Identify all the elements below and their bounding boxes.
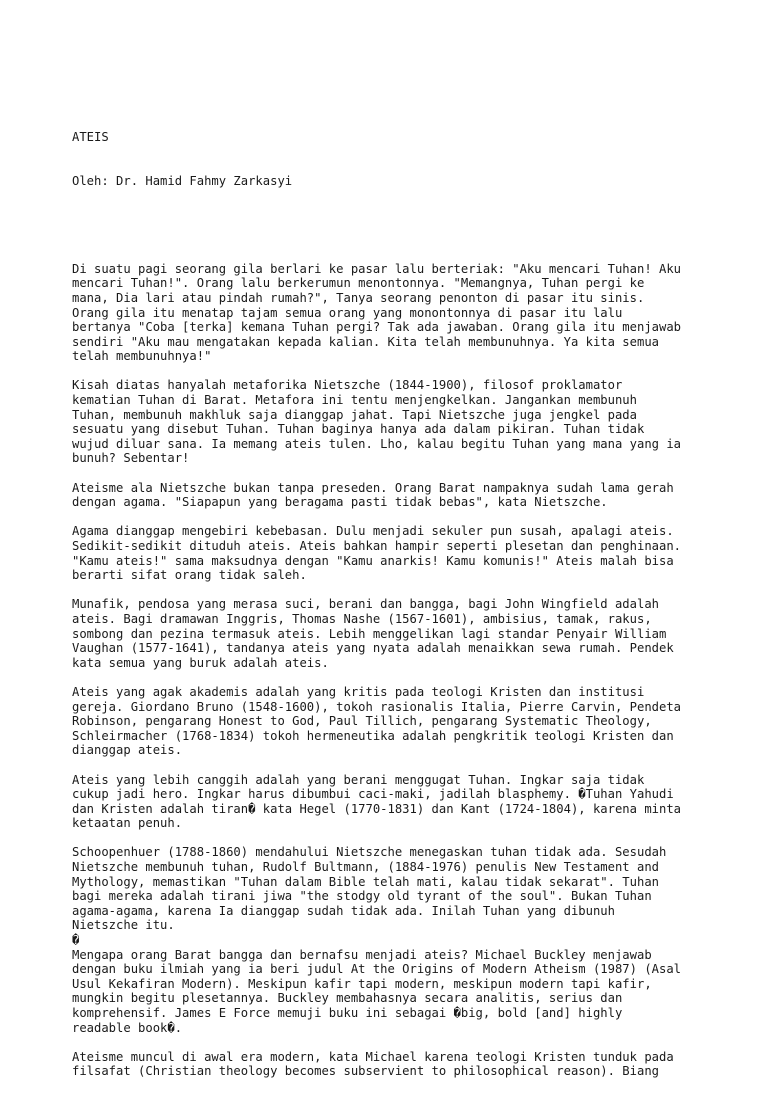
text-line: kematian Tuhan di Barat. Metafora ini tentu menjengkelkan. Jangankan membunuh: [72, 393, 637, 408]
paragraph: [72, 378, 712, 466]
text-line: telah membunuhnya!": [72, 349, 212, 364]
text-line: cukup jadi hero. Ingkar harus dibumbui caci-maki, jadilah blasphemy. �Tuhan Yahudi: [72, 787, 674, 802]
text-line: agama-agama, karena Ia dianggap sudah tidak ada. Inilah Tuhan yang dibunuh: [72, 903, 615, 918]
text-line: ateis. Bagi dramawan Inggris, Thomas Nashe (1567-1601), ambisius, tamak, rakus,: [72, 611, 652, 626]
text-line: Ateis yang agak akademis adalah yang kritis pada teologi Kristen dan institusi: [72, 684, 645, 699]
text-line: dengan agama. "Siapapun yang beragama pasti tidak bebas", kata Nietszche.: [72, 495, 608, 510]
text-line: dianggap ateis.: [72, 743, 183, 758]
text-line: Nietszche itu.: [72, 918, 175, 933]
paragraph: [72, 773, 712, 831]
text-line: Kisah diatas hanyalah metaforika Nietszche (1844-1900), filosof proklamator: [72, 378, 623, 393]
paragraph: [72, 262, 712, 364]
text-line: Mythology, memastikan "Tuhan dalam Bible telah mati, kalau tidak sekarat". Tuhan: [72, 874, 659, 889]
text-line: Mengapa orang Barat bangga dan bernafsu menjadi ateis? Michael Buckley menjawab: [72, 947, 652, 962]
text-line: Nietszche membunuh tuhan, Rudolf Bultmann, (1884-1976) penulis New Testament and: [72, 860, 659, 875]
text-line: mencari Tuhan!". Orang lalu berkerumun menontonnya. "Memangnya, Tuhan pergi ke: [72, 276, 645, 291]
document-byline: Oleh: Dr. Hamid Fahmy Zarkasyi: [72, 174, 293, 189]
document-body: [72, 262, 712, 1079]
text-line: kata semua yang buruk adalah ateis.: [72, 655, 329, 670]
text-line: Agama dianggap mengebiri kebebasan. Dulu menjadi sekuler pun susah, apalagi ateis.: [72, 524, 674, 539]
text-line: komprehensif. James E Force memuji buku ini sebagai �big, bold [and] highly: [72, 1006, 623, 1020]
text-line: Robinson, pengarang Honest to God, Paul Tillich, pengarang Systematic Theology,: [72, 714, 652, 729]
paragraph: [72, 948, 712, 1036]
text-line: ketaatan penuh.: [72, 816, 183, 831]
text-line: Usul Kekafiran Modern). Meskipun kafir tapi modern, meskipun modern tapi kafir,: [72, 976, 652, 991]
document-title: ATEIS: [72, 130, 109, 145]
paragraph: [72, 597, 712, 670]
text-line: Di suatu pagi seorang gila berlari ke pasar lalu berteriak: "Aku mencari Tuhan! Aku: [72, 261, 682, 276]
text-line: Vaughan (1577-1641), tandanya ateis yang nyata adalah menaikkan sewa rumah. Pendek: [72, 641, 674, 656]
text-line: mungkin begitu plesetannya. Buckley membahasnya secara analitis, serius dan: [72, 991, 623, 1006]
text-line: Munafik, pendosa yang merasa suci, berani dan bangga, bagi John Wingfield adalah: [72, 597, 659, 612]
text-line: sombong dan pezina termasuk ateis. Lebih menggelikan lagi standar Penyair William: [72, 626, 667, 641]
text-line: bunuh? Sebentar!: [72, 451, 190, 466]
text-line: sesuatu yang disebut Tuhan. Tuhan baginya hanya ada dalam pikiran. Tuhan tidak: [72, 422, 645, 437]
text-line: Schleirmacher (1768-1834) tokoh hermeneutika adalah pengkritik teologi Kristen dan: [72, 728, 674, 743]
text-line: wujud diluar sana. Ia memang ateis tulen. Lho, kalau begitu Tuhan yang mana yang ia: [72, 436, 682, 451]
paragraph: [72, 1050, 712, 1079]
text-line: �: [72, 933, 80, 948]
text-line: dengan buku ilmiah yang ia beri judul At the Origins of Modern Atheism (1987) (Asal: [72, 962, 682, 977]
text-line: berarti sifat orang tidak saleh.: [72, 568, 307, 583]
text-line: Ateisme muncul di awal era modern, kata Michael karena teologi Kristen tunduk pada: [72, 1049, 674, 1064]
paragraph: [72, 481, 712, 510]
text-line: sendiri "Aku mau mengatakan kepada kalian. Kita telah membunuhnya. Ya kita semua: [72, 334, 659, 349]
text-line: gereja. Giordano Bruno (1548-1600), tokoh rasionalis Italia, Pierre Carvin, Pendeta: [72, 699, 682, 714]
paragraph: [72, 845, 712, 947]
text-line: Tuhan, membunuh makhluk saja dianggap jahat. Tapi Nietszche juga jengkel pada: [72, 407, 637, 422]
text-line: dan Kristen adalah tiran� kata Hegel (1770-1831) dan Kant (1724-1804), karena minta: [72, 801, 682, 816]
text-line: readable book�.: [72, 1020, 183, 1035]
text-line: Schoopenhuer (1788-1860) mendahului Nietszche menegaskan tuhan tidak ada. Sesudah: [72, 845, 667, 860]
text-line: bertanya "Coba [terka] kemana Tuhan pergi? Tak ada jawaban. Orang gila itu menjawab: [72, 320, 682, 335]
text-line: Ateis yang lebih canggih adalah yang berani menggugat Tuhan. Ingkar saja tidak: [72, 772, 645, 787]
text-line: Sedikit-sedikit dituduh ateis. Ateis bahkan hampir seperti plesetan dan penghinaan.: [72, 539, 682, 553]
paragraph: [72, 685, 712, 758]
text-line: filsafat (Christian theology becomes subservient to philosophical reason). Biang: [72, 1064, 659, 1079]
text-line: Orang gila itu menatap tajam semua orang yang monontonnya di pasar itu lalu: [72, 305, 623, 320]
text-line: Ateisme ala Nietszche bukan tanpa preseden. Orang Barat nampaknya sudah lama gerah: [72, 480, 674, 495]
text-line: mana, Dia lari atau pindah rumah?", Tanya seorang penonton di pasar itu sinis.: [72, 290, 645, 305]
text-line: bagi mereka adalah tirani jiwa "the stodgy old tyrant of the soul". Bukan Tuhan: [72, 889, 652, 904]
text-line: "Kamu ateis!" sama maksudnya dengan "Kamu anarkis! Kamu komunis!" Ateis malah bisa: [72, 553, 674, 568]
document-page: [72, 72, 712, 1108]
document-header: [72, 101, 712, 218]
paragraph: [72, 524, 712, 582]
